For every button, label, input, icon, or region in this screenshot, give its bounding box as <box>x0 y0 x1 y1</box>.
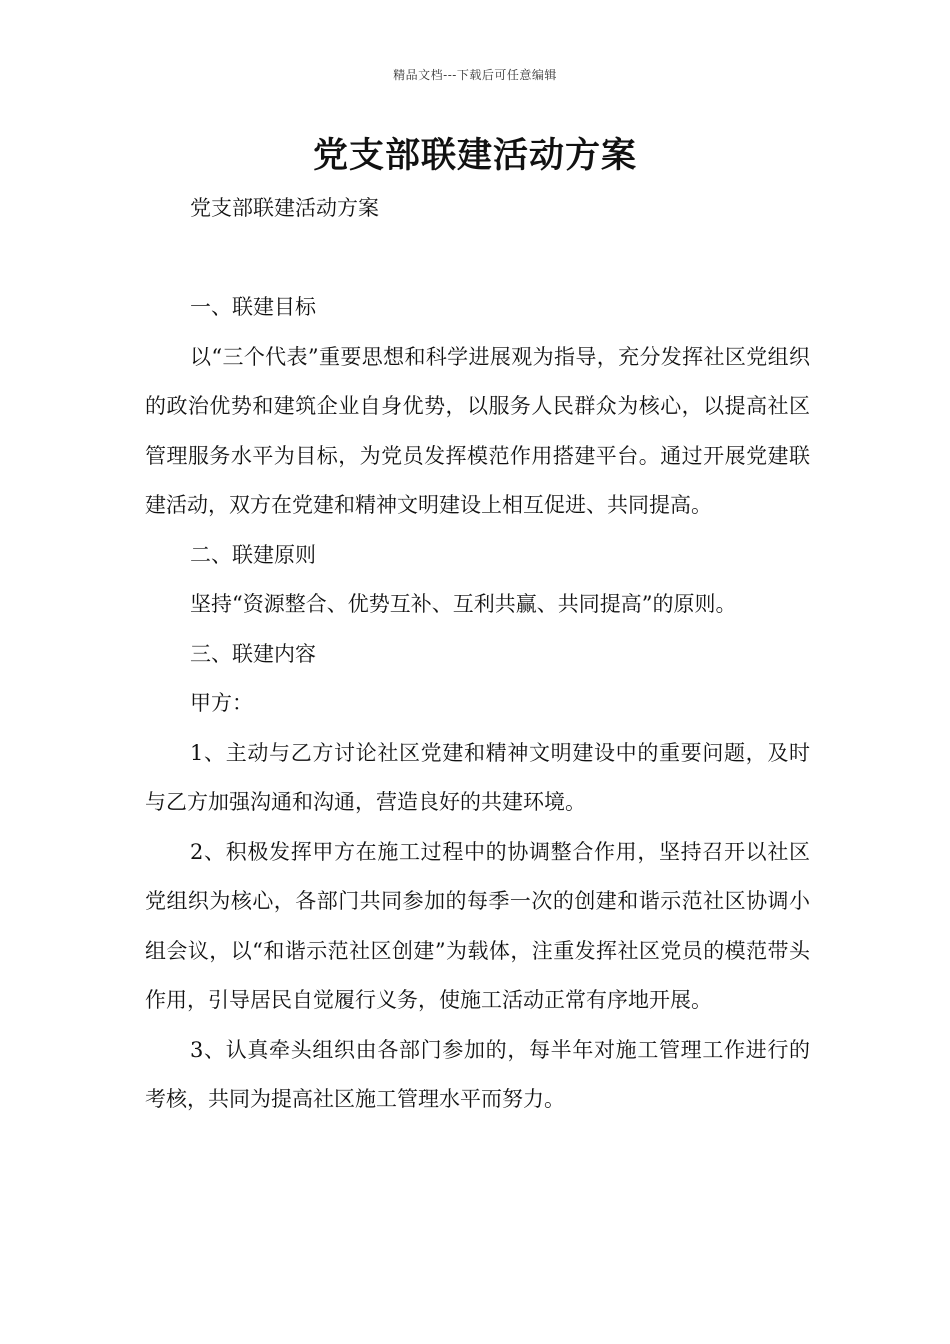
content-item-3: 3、认真牵头组织由各部门参加的，每半年对施工管理工作进行的考核，共同为提高社区施工管理水平而努力。 <box>145 1037 810 1111</box>
header-note: 精品文档---下载后可任意编辑 <box>393 68 557 82</box>
content-item-2: 2、积极发挥甲方在施工过程中的协调整合作用，坚持召开以社区党组织为核心，各部门共同参加的每季一次的创建和谐示范社区协调小组会议，以“和谐示范社区创建”为载体，注重发挥社区党员的模范带头作用，引导居民自觉履行义务，使施工活动正常有序地开展。 <box>145 839 810 1012</box>
blank-line <box>145 234 810 284</box>
party-a-label: 甲方： <box>190 691 253 715</box>
section-heading-goals: 一、联建目标 <box>190 295 316 319</box>
subtitle-paragraph: 党支部联建活动方案 <box>190 196 379 220</box>
content-item-1: 1、主动与乙方讨论社区党建和精神文明建设中的重要问题，及时与乙方加强沟通和沟通，营造良好的共建环境。 <box>145 740 810 814</box>
section-heading-content: 三、联建内容 <box>190 641 316 666</box>
section-heading-principles: 二、联建原则 <box>190 542 316 567</box>
goals-paragraph: 以“三个代表”重要思想和科学进展观为指导，充分发挥社区党组织的政治优势和建筑企业自身优势，以服务人民群众为核心，以提高社区管理服务水平为目标，为党员发挥模范作用搭建平台。通过开展党建联建活动，双方在党建和精神文明建设上相互促进、共同提高。 <box>145 344 810 517</box>
document-title: 党支部联建活动方案 <box>312 135 637 176</box>
document-body <box>145 184 810 1125</box>
principles-paragraph: 坚持“资源整合、优势互补、互利共赢、共同提高”的原则。 <box>190 592 737 616</box>
